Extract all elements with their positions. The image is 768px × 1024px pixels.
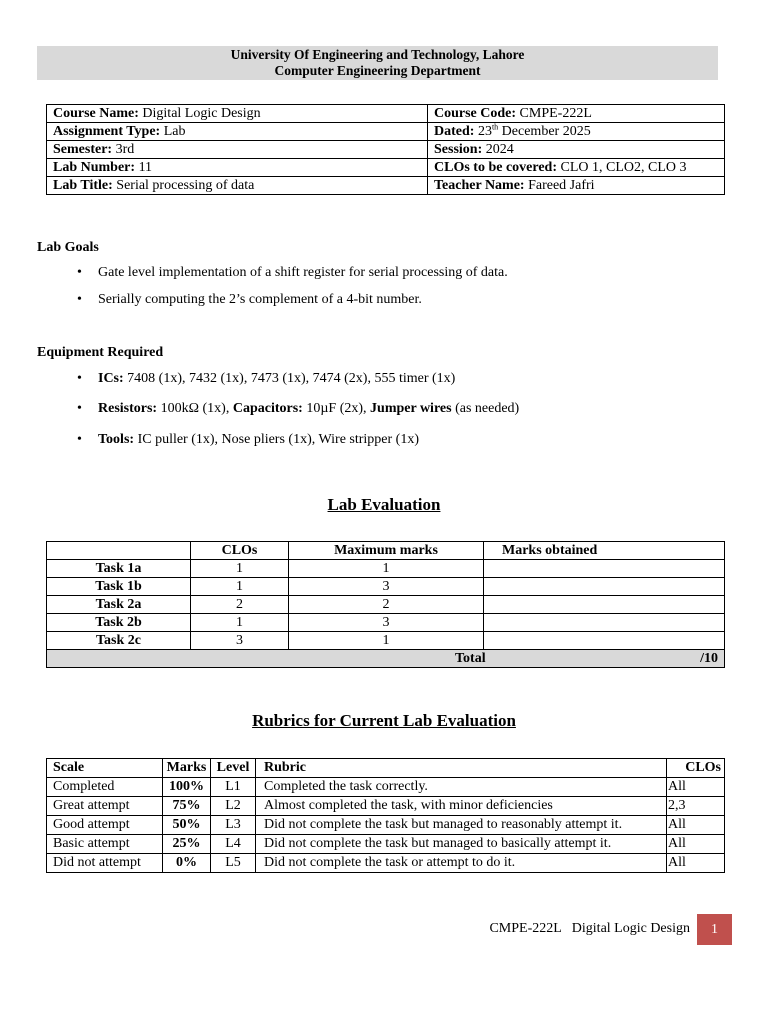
info-row xyxy=(47,123,725,141)
teacher-name-value: Fareed Jafri xyxy=(524,178,595,193)
jumper-wires-label: Jumper wires xyxy=(370,401,452,416)
equipment-list xyxy=(37,370,519,458)
table-header: CLOs xyxy=(191,542,289,560)
lab-title-cell xyxy=(47,177,428,195)
semester-label: Semester: xyxy=(53,142,113,157)
equipment-title: Equipment Required xyxy=(37,345,164,360)
scale-cell: Great attempt xyxy=(47,797,163,816)
marks-cell: 0% xyxy=(163,854,211,873)
table-row xyxy=(47,632,725,650)
session-cell xyxy=(428,141,725,159)
clos-cell xyxy=(428,159,725,177)
lab-title-label: Lab Title: xyxy=(53,178,113,193)
tools-value: IC puller (1x), Nose pliers (1x), Wire stripper (1x) xyxy=(134,432,419,447)
total-value: /10 xyxy=(700,651,718,666)
university-name: University Of Engineering and Technology, Lahore xyxy=(230,47,525,62)
marks-obtained-cell xyxy=(484,560,725,578)
max-marks-cell: 3 xyxy=(289,578,484,596)
table-row xyxy=(47,596,725,614)
lab-goals-title: Lab Goals xyxy=(37,240,99,255)
ics-label: ICs: xyxy=(98,371,124,386)
session-label: Session: xyxy=(434,142,483,157)
level-cell: L3 xyxy=(211,816,256,835)
course-name-value: Digital Logic Design xyxy=(138,106,261,121)
level-cell: L1 xyxy=(211,778,256,797)
tools-label: Tools: xyxy=(98,432,135,447)
footer-text: CMPE-222L Digital Logic Design xyxy=(489,921,690,936)
table-header: Marks xyxy=(163,759,211,778)
lab-title-value: Serial processing of data xyxy=(112,178,255,193)
list-item xyxy=(37,431,519,458)
list-item: • Serially computing the 2’s complement of a 4-bit number. xyxy=(37,291,508,318)
rubrics-title: Rubrics for Current Lab Evaluation xyxy=(252,711,516,730)
list-item: • Gate level implementation of a shift register for serial processing of data. xyxy=(37,264,508,291)
lab-goals-list xyxy=(37,264,508,318)
level-cell: L4 xyxy=(211,835,256,854)
task-cell: Task 2c xyxy=(47,632,191,650)
max-marks-cell: 3 xyxy=(289,614,484,632)
capacitors-value: 10µF (2x), xyxy=(302,401,371,416)
assignment-type-cell xyxy=(47,123,428,141)
table-row xyxy=(47,778,725,797)
clos-cell: All xyxy=(667,854,725,873)
marks-obtained-cell xyxy=(484,578,725,596)
marks-cell: 50% xyxy=(163,816,211,835)
page-number: 1 xyxy=(697,914,732,945)
task-cell: Task 2b xyxy=(47,614,191,632)
lab-number-cell xyxy=(47,159,428,177)
max-marks-cell: 1 xyxy=(289,560,484,578)
table-header xyxy=(47,542,191,560)
course-code-label: Course Code: xyxy=(434,106,517,121)
course-name-cell xyxy=(47,105,428,123)
dated-rest: December 2025 xyxy=(498,124,591,139)
clos-label: CLOs to be covered: xyxy=(434,160,557,175)
table-row xyxy=(47,797,725,816)
scale-cell: Basic attempt xyxy=(47,835,163,854)
rubric-cell: Almost completed the task, with minor deficiencies xyxy=(256,797,667,816)
clos-cell: All xyxy=(667,835,725,854)
table-header: Rubric xyxy=(256,759,667,778)
table-row xyxy=(47,854,725,873)
rubric-cell: Did not complete the task or attempt to do it. xyxy=(256,854,667,873)
document-header xyxy=(37,46,718,80)
rubric-cell: Did not complete the task but managed to reasonably attempt it. xyxy=(256,816,667,835)
scale-cell: Completed xyxy=(47,778,163,797)
table-row xyxy=(47,578,725,596)
table-row xyxy=(47,835,725,854)
clo-cell: 3 xyxy=(191,632,289,650)
clos-value: CLO 1, CLO2, CLO 3 xyxy=(557,160,687,175)
table-row xyxy=(47,816,725,835)
clo-cell: 1 xyxy=(191,614,289,632)
max-marks-cell: 1 xyxy=(289,632,484,650)
lab-evaluation-table xyxy=(46,541,725,668)
resistors-value: 100kΩ (1x), xyxy=(157,401,233,416)
dated-day: 23 xyxy=(474,124,492,139)
table-header: CLOs xyxy=(667,759,725,778)
list-item xyxy=(37,370,519,400)
info-row xyxy=(47,159,725,177)
marks-obtained-cell xyxy=(484,632,725,650)
info-row xyxy=(47,177,725,195)
department-name: Computer Engineering Department xyxy=(274,63,481,78)
table-header: Scale xyxy=(47,759,163,778)
info-row xyxy=(47,141,725,159)
marks-cell: 100% xyxy=(163,778,211,797)
table-header: Level xyxy=(211,759,256,778)
clo-cell: 2 xyxy=(191,596,289,614)
marks-obtained-cell xyxy=(484,596,725,614)
lab-number-label: Lab Number: xyxy=(53,160,136,175)
lab-number-value: 11 xyxy=(135,160,153,175)
table-row xyxy=(47,614,725,632)
marks-obtained-cell xyxy=(484,614,725,632)
table-header-row xyxy=(47,542,725,560)
rubrics-table xyxy=(46,758,725,873)
table-row xyxy=(47,560,725,578)
teacher-name-cell xyxy=(428,177,725,195)
jumper-wires-value: (as needed) xyxy=(451,401,520,416)
clos-cell: All xyxy=(667,778,725,797)
lab-evaluation-title: Lab Evaluation xyxy=(327,495,441,514)
task-cell: Task 1a xyxy=(47,560,191,578)
page-footer xyxy=(0,914,768,945)
session-value: 2024 xyxy=(482,142,514,157)
clo-cell: 1 xyxy=(191,560,289,578)
list-item xyxy=(37,400,519,431)
scale-cell: Good attempt xyxy=(47,816,163,835)
table-header-row xyxy=(47,759,725,778)
clos-cell: All xyxy=(667,816,725,835)
info-row xyxy=(47,105,725,123)
marks-cell: 25% xyxy=(163,835,211,854)
dated-suffix: th xyxy=(491,122,499,132)
scale-cell: Did not attempt xyxy=(47,854,163,873)
assignment-type-value: Lab xyxy=(160,124,186,139)
teacher-name-label: Teacher Name: xyxy=(434,178,525,193)
semester-value: 3rd xyxy=(112,142,135,157)
total-cell xyxy=(47,650,725,668)
marks-cell: 75% xyxy=(163,797,211,816)
clo-cell: 1 xyxy=(191,578,289,596)
rubric-cell: Did not complete the task but managed to basically attempt it. xyxy=(256,835,667,854)
level-cell: L5 xyxy=(211,854,256,873)
ics-value: 7408 (1x), 7432 (1x), 7473 (1x), 7474 (2x), 555 timer (1x) xyxy=(123,371,456,386)
total-row xyxy=(47,650,725,668)
level-cell: L2 xyxy=(211,797,256,816)
task-cell: Task 1b xyxy=(47,578,191,596)
assignment-type-label: Assignment Type: xyxy=(53,124,161,139)
course-code-value: CMPE-222L xyxy=(516,106,592,121)
resistors-label: Resistors: xyxy=(98,401,158,416)
rubric-cell: Completed the task correctly. xyxy=(256,778,667,797)
capacitors-label: Capacitors: xyxy=(232,401,303,416)
table-header: Marks obtained xyxy=(484,542,725,560)
table-header: Maximum marks xyxy=(289,542,484,560)
task-cell: Task 2a xyxy=(47,596,191,614)
dated-label: Dated: xyxy=(434,124,475,139)
max-marks-cell: 2 xyxy=(289,596,484,614)
clos-cell: 2,3 xyxy=(667,797,725,816)
dated-cell xyxy=(428,123,725,141)
semester-cell xyxy=(47,141,428,159)
course-name-label: Course Name: xyxy=(53,106,139,121)
total-label: Total xyxy=(455,651,486,666)
course-info-table xyxy=(46,104,725,195)
course-code-cell xyxy=(428,105,725,123)
